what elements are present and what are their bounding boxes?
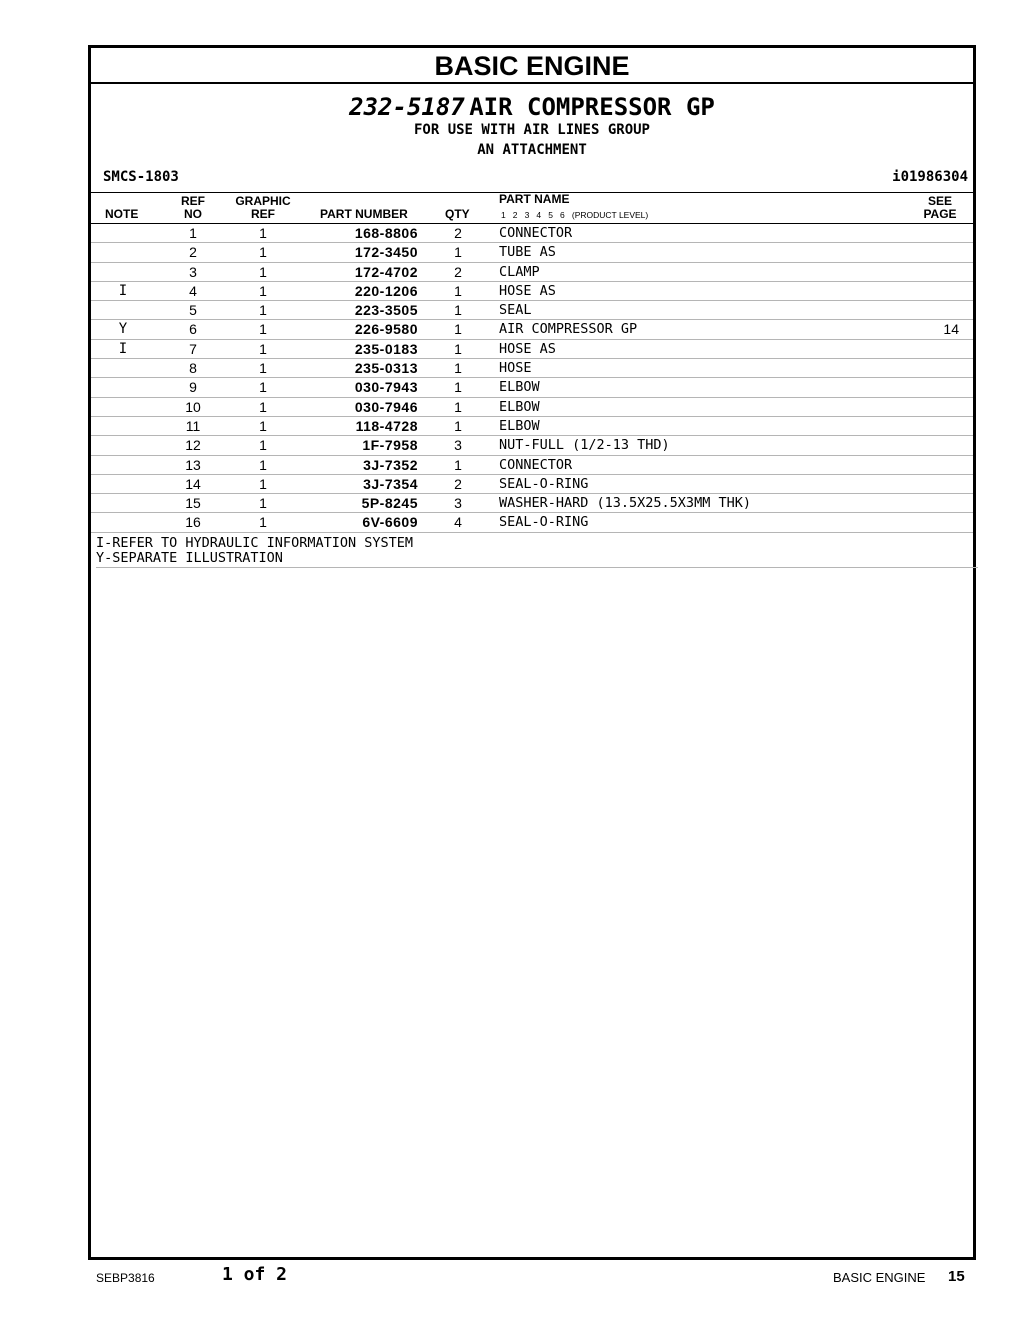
part-number-cell: 235-0313 bbox=[354, 360, 418, 377]
graphic-ref-cell: 1 bbox=[259, 417, 267, 434]
ref-no-cell: 16 bbox=[185, 514, 201, 531]
table-row bbox=[91, 378, 973, 397]
ref-no-cell: 2 bbox=[189, 244, 197, 261]
graphic-ref-cell: 1 bbox=[259, 475, 267, 492]
see-page-cell: 14 bbox=[943, 321, 959, 338]
smcs-code: SMCS-1803 bbox=[103, 169, 179, 185]
footer-section: BASIC ENGINE bbox=[833, 1270, 926, 1285]
col-qty: QTY bbox=[445, 207, 470, 221]
part-number-cell: 3J-7354 bbox=[363, 475, 418, 492]
group-subtitle-1: FOR USE WITH AIR LINES GROUP bbox=[413, 122, 650, 138]
qty-cell: 1 bbox=[454, 282, 462, 299]
part-number-cell: 5P-8245 bbox=[361, 495, 418, 512]
part-name-cell: SEAL-O-RING bbox=[499, 514, 589, 531]
ref-no-cell: 12 bbox=[185, 437, 201, 454]
part-number-cell: 223-3505 bbox=[354, 302, 418, 319]
table-row bbox=[91, 301, 973, 320]
table-row bbox=[91, 475, 973, 494]
table-row bbox=[91, 243, 973, 262]
part-number-cell: 235-0183 bbox=[354, 340, 418, 357]
page-number: 15 bbox=[948, 1268, 965, 1285]
parts-table bbox=[91, 224, 973, 568]
ref-no-cell: 7 bbox=[189, 340, 197, 357]
col-product-level: 1 2 3 4 5 6 (PRODUCT LEVEL) bbox=[501, 210, 649, 220]
graphic-ref-cell: 1 bbox=[259, 263, 267, 280]
table-row bbox=[91, 224, 973, 243]
qty-cell: 1 bbox=[454, 302, 462, 319]
col-part-number: PART NUMBER bbox=[320, 207, 408, 221]
note-cell: I bbox=[118, 282, 128, 299]
page-frame bbox=[88, 45, 976, 1260]
col-note: NOTE bbox=[105, 207, 139, 221]
part-name-cell: HOSE AS bbox=[499, 282, 556, 299]
graphic-ref-cell: 1 bbox=[259, 244, 267, 261]
graphic-ref-cell: 1 bbox=[259, 360, 267, 377]
qty-cell: 2 bbox=[454, 475, 462, 492]
qty-cell: 1 bbox=[454, 340, 462, 357]
part-number-cell: 168-8806 bbox=[354, 225, 418, 241]
col-see-bottom: PAGE bbox=[923, 207, 957, 221]
part-name-cell: ELBOW bbox=[499, 398, 540, 415]
qty-cell: 1 bbox=[454, 398, 462, 415]
graphic-ref-cell: 1 bbox=[259, 302, 267, 319]
table-row bbox=[91, 513, 973, 532]
part-number-cell: 3J-7352 bbox=[363, 456, 418, 473]
col-part-name: PART NAME bbox=[499, 192, 570, 206]
part-number-cell: 030-7946 bbox=[354, 398, 418, 415]
group-title bbox=[91, 94, 973, 120]
part-name-cell: ELBOW bbox=[499, 417, 540, 434]
col-graphic-bottom: REF bbox=[251, 207, 275, 221]
graphic-ref-cell: 1 bbox=[259, 456, 267, 473]
column-header bbox=[91, 192, 973, 224]
part-number-cell: 172-4702 bbox=[354, 263, 418, 280]
table-row bbox=[91, 340, 973, 359]
part-name-cell: CONNECTOR bbox=[499, 456, 573, 473]
table-row bbox=[91, 359, 973, 378]
part-name-cell: WASHER-HARD (13.5X25.5X3MM THK) bbox=[499, 495, 751, 512]
graphic-ref-cell: 1 bbox=[259, 398, 267, 415]
graphic-ref-cell: 1 bbox=[259, 321, 267, 338]
col-ref-top: REF bbox=[181, 194, 205, 208]
table-row bbox=[91, 282, 973, 301]
table-row bbox=[91, 436, 973, 455]
group-name: AIR COMPRESSOR GP bbox=[469, 93, 715, 121]
ref-no-cell: 4 bbox=[189, 282, 197, 299]
graphic-ref-cell: 1 bbox=[259, 282, 267, 299]
part-name-cell: HOSE bbox=[499, 360, 532, 377]
ref-no-cell: 9 bbox=[189, 379, 197, 396]
page-of: 1 of 2 bbox=[222, 1264, 288, 1285]
ref-no-cell: 8 bbox=[189, 360, 197, 377]
qty-cell: 1 bbox=[454, 244, 462, 261]
part-name-cell: AIR COMPRESSOR GP bbox=[499, 321, 638, 338]
part-number-cell: 220-1206 bbox=[354, 282, 418, 299]
qty-cell: 2 bbox=[454, 225, 462, 241]
part-name-cell: SEAL-O-RING bbox=[499, 475, 589, 492]
page-footer bbox=[0, 1264, 1020, 1288]
graphic-ref-cell: 1 bbox=[259, 379, 267, 396]
part-name-cell: CONNECTOR bbox=[499, 225, 573, 241]
part-name-cell: CLAMP bbox=[499, 263, 540, 280]
part-number-cell: 030-7943 bbox=[354, 379, 418, 396]
ref-no-cell: 3 bbox=[189, 263, 197, 280]
group-part-number: 232-5187 bbox=[349, 93, 465, 121]
qty-cell: 1 bbox=[454, 379, 462, 396]
ref-no-cell: 14 bbox=[185, 475, 201, 492]
part-number-cell: 226-9580 bbox=[354, 321, 418, 338]
note-cell: I bbox=[118, 340, 128, 357]
part-name-cell: TUBE AS bbox=[499, 244, 556, 261]
ref-no-cell: 6 bbox=[189, 321, 197, 338]
qty-cell: 4 bbox=[454, 514, 462, 531]
col-ref-bottom: NO bbox=[184, 207, 202, 221]
graphic-ref-cell: 1 bbox=[259, 495, 267, 512]
qty-cell: 3 bbox=[454, 495, 462, 512]
section-header: BASIC ENGINE bbox=[91, 48, 973, 84]
group-subtitle-2: AN ATTACHMENT bbox=[477, 142, 587, 158]
table-row bbox=[91, 417, 973, 436]
note-cell: Y bbox=[118, 321, 128, 338]
ref-no-cell: 10 bbox=[185, 398, 201, 415]
doc-number: SEBP3816 bbox=[96, 1271, 155, 1285]
note-legend: Y-SEPARATE ILLUSTRATION bbox=[96, 549, 283, 566]
qty-cell: 2 bbox=[454, 263, 462, 280]
col-graphic-top: GRAPHIC bbox=[235, 194, 291, 208]
graphic-ref-cell: 1 bbox=[259, 340, 267, 357]
part-name-cell: ELBOW bbox=[499, 379, 540, 396]
part-number-cell: 1F-7958 bbox=[362, 437, 418, 454]
part-name-cell: NUT-FULL (1/2-13 THD) bbox=[499, 437, 670, 454]
col-see-top: SEE bbox=[927, 194, 952, 208]
ref-no-cell: 13 bbox=[185, 456, 201, 473]
qty-cell: 1 bbox=[454, 417, 462, 434]
ref-no-cell: 11 bbox=[185, 417, 201, 434]
qty-cell: 1 bbox=[454, 321, 462, 338]
qty-cell: 1 bbox=[454, 456, 462, 473]
notes-block bbox=[96, 533, 978, 568]
ref-no-cell: 5 bbox=[189, 302, 197, 319]
meta-line bbox=[91, 169, 973, 189]
table-row bbox=[91, 263, 973, 282]
qty-cell: 3 bbox=[454, 437, 462, 454]
graphic-ref-cell: 1 bbox=[259, 225, 267, 241]
graphic-ref-cell: 1 bbox=[259, 437, 267, 454]
part-name-cell: HOSE AS bbox=[499, 340, 556, 357]
ref-no-cell: 15 bbox=[185, 495, 201, 512]
table-row bbox=[91, 494, 973, 513]
part-number-cell: 118-4728 bbox=[355, 417, 418, 434]
table-row bbox=[91, 456, 973, 475]
illustration-id: i01986304 bbox=[892, 169, 968, 185]
part-name-cell: SEAL bbox=[499, 302, 532, 319]
ref-no-cell: 1 bbox=[189, 225, 197, 241]
graphic-ref-cell: 1 bbox=[259, 514, 267, 531]
table-row bbox=[91, 320, 973, 339]
table-row bbox=[91, 398, 973, 417]
part-number-cell: 6V-6609 bbox=[362, 514, 418, 531]
note-legend: I-REFER TO HYDRAULIC INFORMATION SYSTEM bbox=[96, 534, 413, 551]
part-number-cell: 172-3450 bbox=[354, 244, 418, 261]
qty-cell: 1 bbox=[454, 360, 462, 377]
